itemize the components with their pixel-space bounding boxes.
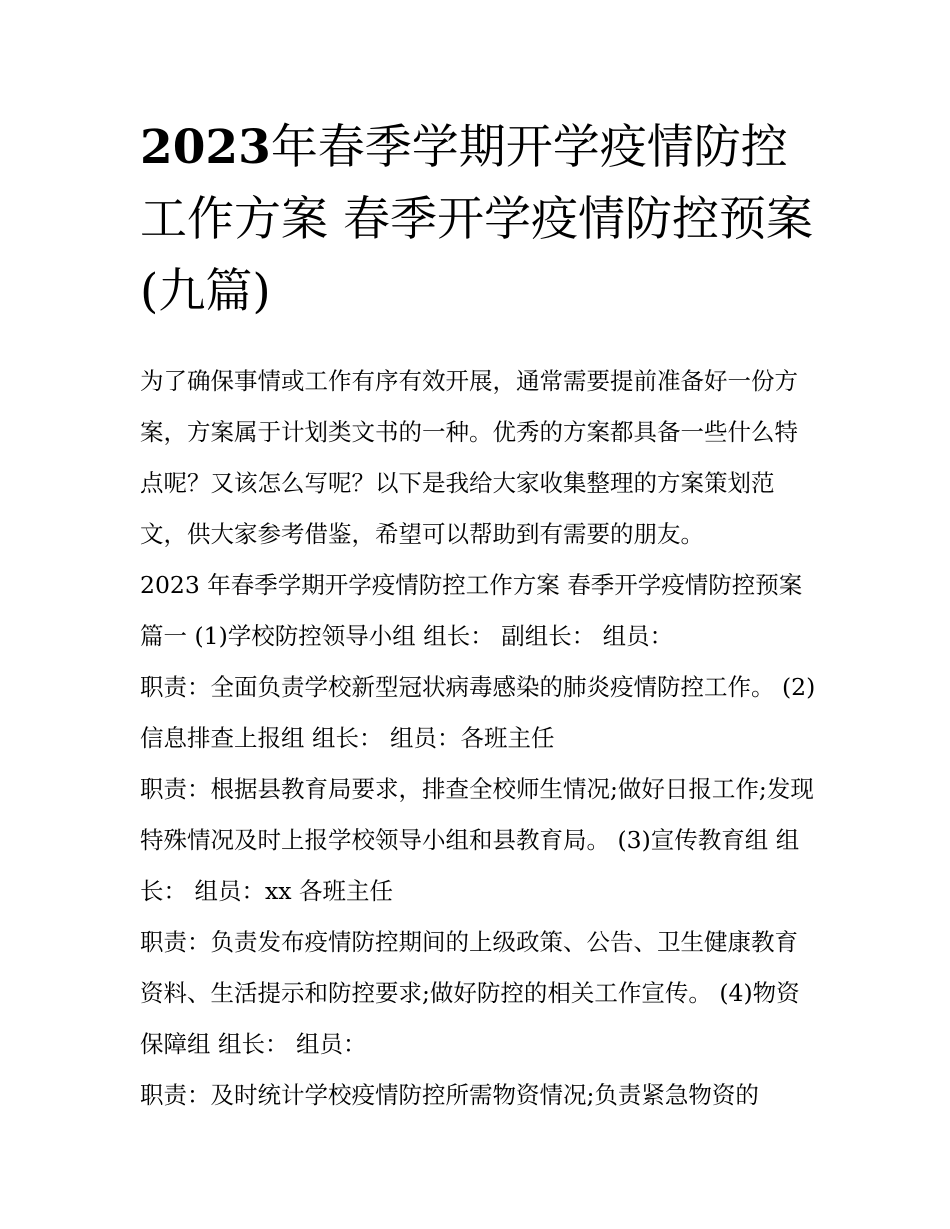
- title-year: 2023: [140, 120, 271, 175]
- paragraph-duty-4: 职责：及时统计学校疫情防控所需物资情况;负责紧急物资的: [140, 1081, 759, 1109]
- paragraph-duty-3: 职责：负责发布疫情防控期间的上级政策、公告、卫生健康教育资料、生活提示和防控要求;做好防控的相关工作宣传。 (4)物资保障组 组长： 组员：: [140, 928, 800, 1058]
- title-text: 年春季学期开学疫情防控工作方案 春季开学疫情防控预案(九篇): [140, 120, 813, 319]
- document-title: [140, 112, 820, 328]
- paragraph-duty-1: 职责：全面负责学校新型冠状病毒感染的肺炎疫情防控工作。 (2)信息排查上报组 组长： 组员：各班主任: [140, 673, 816, 752]
- document-body: [140, 356, 816, 1121]
- paragraph-section-1: 2023 年春季学期开学疫情防控工作方案 春季开学疫情防控预案篇一 (1)学校防控领导小组 组长： 副组长： 组员：: [140, 571, 803, 650]
- paragraph-duty-2: 职责：根据县教育局要求，排查全校师生情况;做好日报工作;发现特殊情况及时上报学校领导小组和县教育局。 (3)宣传教育组 组长： 组员：xx 各班主任: [140, 775, 814, 905]
- paragraph-intro: 为了确保事情或工作有序有效开展，通常需要提前准备好一份方案，方案属于计划类文书的一种。优秀的方案都具备一些什么特点呢？又该怎么写呢？以下是我给大家收集整理的方案策划范文，供大家参考借鉴，希望可以帮助到有需要的朋友。: [140, 367, 798, 548]
